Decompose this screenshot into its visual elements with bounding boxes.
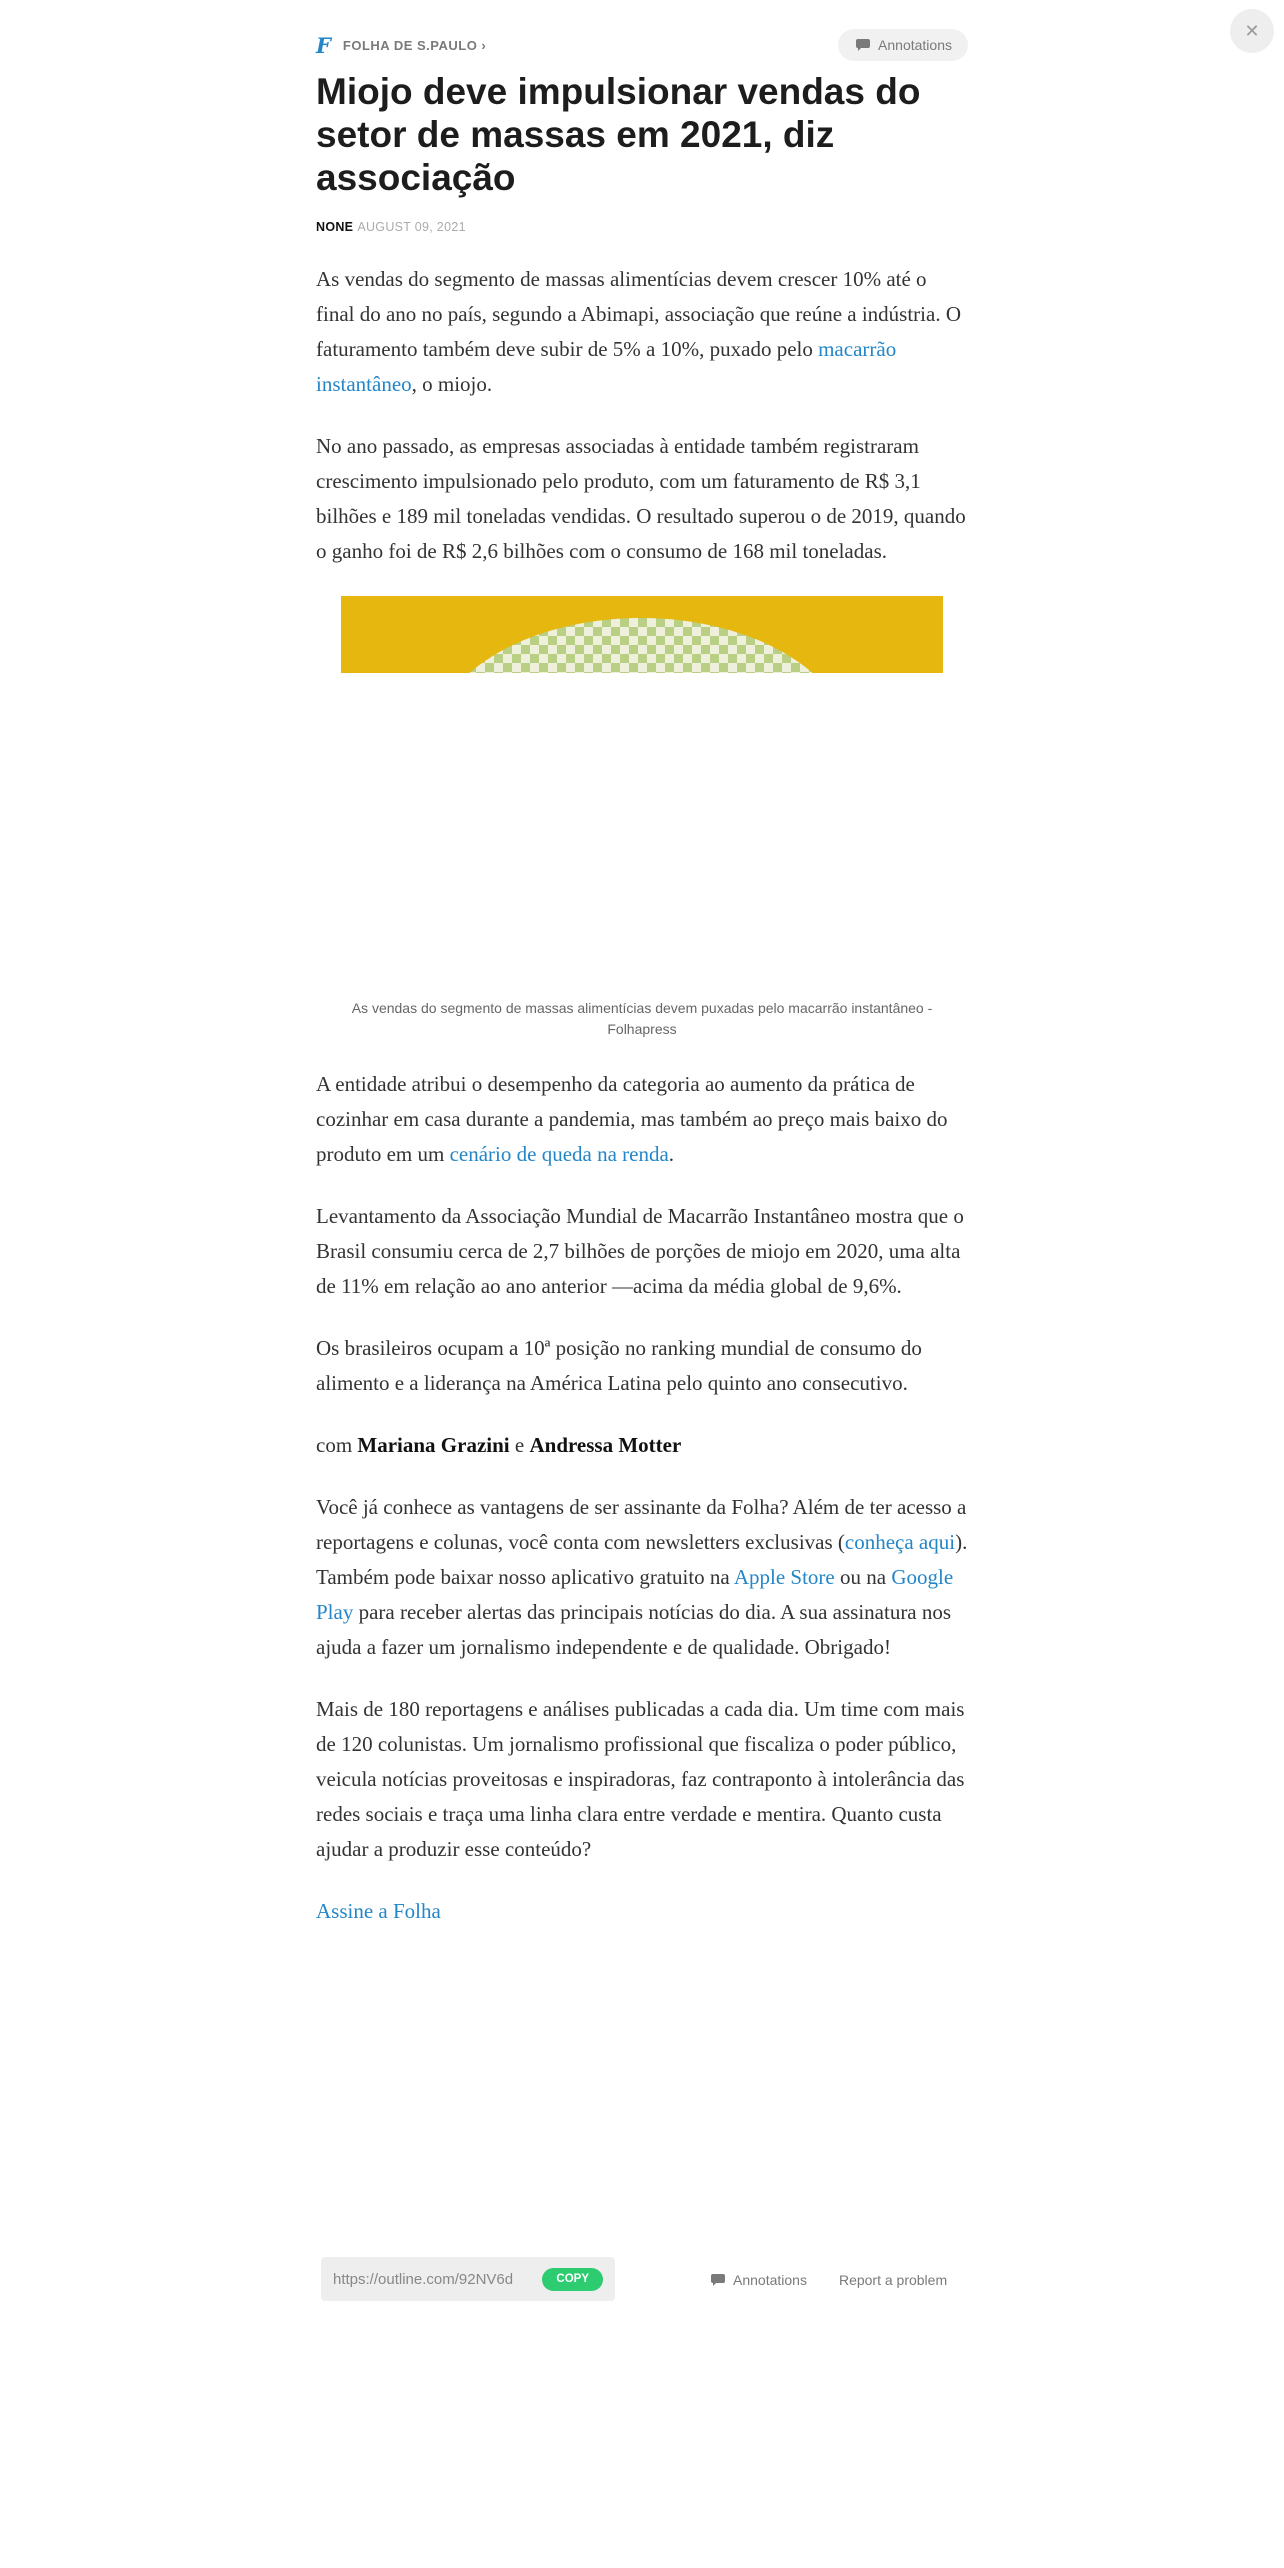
paragraph: Os brasileiros ocupam a 10ª posição no ranking mundial de consumo do alimento e a liderança na América Latina pelo quinto ano consecutivo.: [316, 1336, 922, 1395]
contributor-name: Andressa Motter: [529, 1433, 682, 1457]
byline: [316, 220, 968, 234]
link-cenario-queda-renda[interactable]: cenário de queda na renda: [449, 1142, 669, 1166]
paragraph: No ano passado, as empresas associadas à entidade também registraram crescimento impulsionado pelo produto, com um faturamento de R$ 3,1 bilhões e 189 mil toneladas vendidas. O resultado superou o de 2019, quando o ganho foi de R$ 2,6 bilhões com o consumo de 168 mil toneladas.: [316, 434, 966, 563]
link-conheca-aqui[interactable]: conheça aqui: [844, 1530, 956, 1554]
link-assine-folha[interactable]: Assine a Folha: [316, 1899, 441, 1923]
image-visible-strip: [341, 596, 943, 673]
comment-icon: [711, 2274, 725, 2286]
comment-icon: [856, 39, 870, 51]
paragraph: A entidade atribui o desempenho da categoria ao aumento da prática de cozinhar em casa durante a pandemia, mas também ao preço mais baixo do produto em um cenário de queda na renda.: [316, 1072, 948, 1166]
article-topbar: [316, 28, 968, 62]
contributors: com Mariana Grazini e Andressa Motter: [316, 1433, 682, 1457]
article-image: [341, 596, 943, 996]
article-figure: [316, 596, 968, 1040]
paragraph: Mais de 180 reportagens e análises publicadas a cada dia. Um time com mais de 120 colunistas. Um jornalismo profissional que fiscaliza o poder público, veicula notícias proveitosas e inspiradoras, faz contraponto à intolerância das redes sociais e traça uma linha clara entre verdade e mentira. Quanto custa ajudar a produzir esse conteúdo?: [316, 1697, 965, 1861]
footer-links: [711, 2268, 947, 2292]
link-google-play[interactable]: Google Play: [316, 1565, 954, 1624]
image-caption: As vendas do segmento de massas alimentícias devem puxadas pelo macarrão instantâneo - Folhapress: [351, 1000, 933, 1037]
paragraph: As vendas do segmento de massas alimentícias devem crescer 10% até o final do ano no país, segundo a Abimapi, associação que reúne a indústria. O faturamento também deve subir de 5% a 10%, puxado pelo macarrão instantâneo, o miojo.: [316, 267, 961, 396]
link-macarrao-instantaneo[interactable]: macarrão instantâneo: [316, 337, 897, 396]
footer-annotations-label: Annotations: [733, 2272, 807, 2288]
annotations-button[interactable]: [838, 29, 968, 61]
paragraph: [316, 1894, 968, 1929]
author: NONE: [316, 220, 354, 234]
source-name: FOLHA DE S.PAULO ›: [342, 37, 487, 53]
checkered-plate: [431, 618, 851, 673]
report-problem-label: Report a problem: [838, 2272, 948, 2288]
close-button[interactable]: [1230, 9, 1274, 53]
link-apple-store[interactable]: Apple Store: [733, 1565, 835, 1589]
article-title: Miojo deve impulsionar vendas do setor de massas em 2021, diz associação: [316, 71, 921, 198]
paragraph: Você já conhece as vantagens de ser assinante da Folha? Além de ter acesso a reportagens e colunas, você conta com newsletters exclusivas (conheça aqui). Também pode baixar nosso aplicativo gratuito na Apple Store ou na Google Play para receber alertas das principais notícias do dia. A sua assinatura nos ajuda a fazer um jornalismo independente e de qualidade. Obrigado!: [316, 1495, 968, 1659]
folha-logo-icon: F: [316, 32, 331, 58]
share-url-box: [321, 2257, 615, 2301]
article-body: [316, 262, 968, 1956]
paragraph: Levantamento da Associação Mundial de Macarrão Instantâneo mostra que o Brasil consumiu cerca de 2,7 bilhões de porções de miojo em 2020, uma alta de 11% em relação ao ano anterior —acima da média global de 9,6%.: [316, 1204, 964, 1298]
report-problem-link[interactable]: [839, 2272, 947, 2288]
annotations-label: Annotations: [878, 37, 952, 53]
close-icon: ✕: [1244, 20, 1260, 42]
publish-date: AUGUST 09, 2021: [357, 220, 466, 234]
contributor-name: Mariana Grazini: [357, 1433, 510, 1457]
source-link[interactable]: [316, 32, 487, 58]
share-url[interactable]: https://outline.com/92NV6d: [333, 2270, 514, 2288]
copy-button[interactable]: COPY: [542, 2268, 603, 2291]
footer-annotations-button[interactable]: [711, 2272, 807, 2288]
